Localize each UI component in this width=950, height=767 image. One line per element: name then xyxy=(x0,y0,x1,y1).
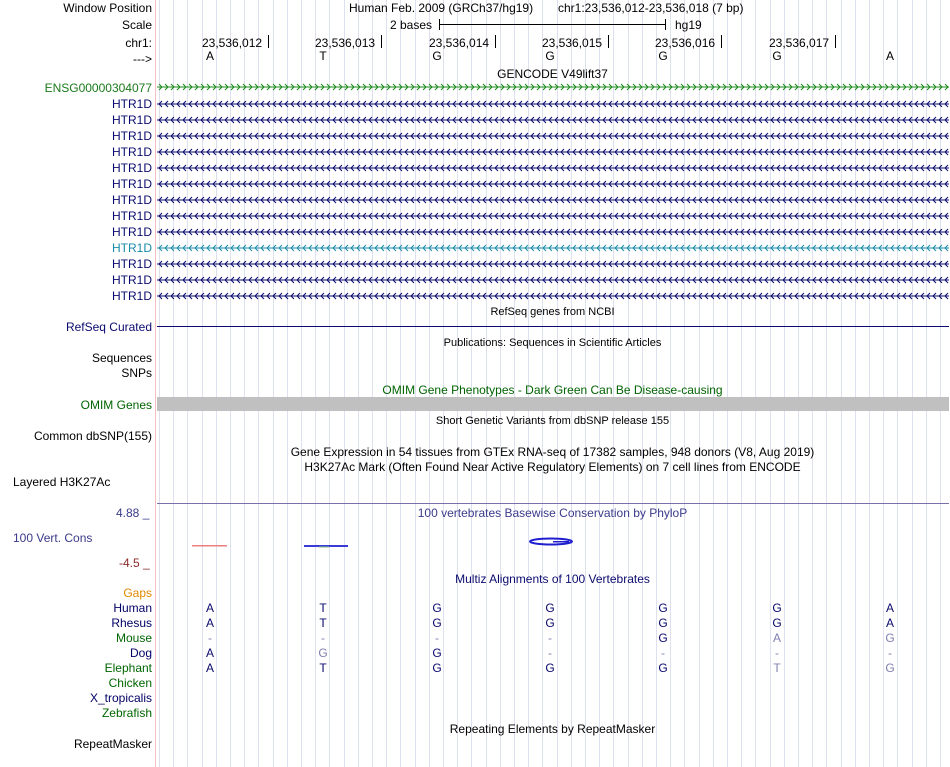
reference-base: G xyxy=(772,49,782,63)
transcript-label[interactable]: HTR1D xyxy=(111,113,152,127)
transcript-label[interactable]: HTR1D xyxy=(111,209,152,223)
alignment-base: A xyxy=(205,616,214,630)
phylop-ymin: -4.5 _ xyxy=(119,556,150,570)
ensg-gene-track[interactable] xyxy=(157,83,949,91)
transcript-label[interactable]: HTR1D xyxy=(111,289,152,303)
alignment-base: - xyxy=(661,646,665,660)
alignment-base: G xyxy=(545,616,555,630)
repeatmasker-title: Repeating Elements by RepeatMasker xyxy=(449,722,656,736)
transcript-track[interactable] xyxy=(157,196,949,204)
coordinate-label: 23,536,012 xyxy=(202,36,263,50)
alignment-base: G xyxy=(432,601,442,615)
phylop-glyph-g-bar xyxy=(553,541,569,543)
alignment-base: T xyxy=(773,661,781,675)
transcript-label[interactable]: HTR1D xyxy=(111,273,152,287)
gaps-label[interactable]: Gaps xyxy=(123,586,152,600)
alignment-base: G xyxy=(658,631,668,645)
species-label[interactable]: Chicken xyxy=(108,676,152,690)
dbsnp-title: Short Genetic Variants from dbSNP release 155 xyxy=(435,415,670,427)
coordinate-tick xyxy=(835,35,836,48)
alignment-base: G xyxy=(658,616,668,630)
coordinate-label: 23,536,013 xyxy=(315,36,376,50)
alignment-base: G xyxy=(772,601,782,615)
publications-title: Publications: Sequences in Scientific Articles xyxy=(443,337,662,349)
omim-gene-bar[interactable] xyxy=(157,397,949,411)
repeatmasker-label[interactable]: RepeatMasker xyxy=(73,737,152,751)
alignment-base: A xyxy=(885,616,894,630)
omim-title: OMIM Gene Phenotypes - Dark Green Can Be Disease-causing xyxy=(382,383,723,397)
reference-base: T xyxy=(319,49,327,63)
alignment-base: G xyxy=(432,616,442,630)
gtex-title: Gene Expression in 54 tissues from GTEx RNA-seq of 17382 samples, 948 donors (V8, Aug 2019) xyxy=(290,445,815,459)
scale-label: Scale xyxy=(121,18,152,32)
alignment-base: A xyxy=(885,601,894,615)
coordinate-tick xyxy=(268,35,269,48)
coordinate-tick xyxy=(721,35,722,48)
scale-bar xyxy=(439,24,666,25)
multiz-title: Multiz Alignments of 100 Vertebrates xyxy=(455,572,650,586)
transcript-track[interactable] xyxy=(157,100,949,108)
alignment-base: - xyxy=(548,631,552,645)
transcript-track[interactable] xyxy=(157,260,949,268)
transcript-track[interactable] xyxy=(157,132,949,140)
alignment-base: G xyxy=(658,601,668,615)
reference-base: A xyxy=(885,49,894,63)
phylop-bar-t-low xyxy=(319,547,329,548)
refseq-label[interactable]: RefSeq Curated xyxy=(65,320,152,334)
species-label[interactable]: Mouse xyxy=(115,631,152,645)
transcript-label[interactable]: HTR1D xyxy=(111,177,152,191)
scale-bar-text: 2 bases xyxy=(390,18,433,32)
transcript-label[interactable]: HTR1D xyxy=(111,97,152,111)
coordinate-label: 23,536,015 xyxy=(542,36,603,50)
reference-base: G xyxy=(545,49,555,63)
gencode-title: GENCODE V49lift37 xyxy=(497,67,608,81)
transcript-track[interactable] xyxy=(157,148,949,156)
reference-base: A xyxy=(205,49,214,63)
coordinate-tick xyxy=(381,35,382,48)
alignment-base: - xyxy=(888,646,892,660)
reference-base: G xyxy=(432,49,442,63)
transcript-track[interactable] xyxy=(157,164,949,172)
transcript-track[interactable] xyxy=(157,292,949,300)
window-position-label: Window Position xyxy=(63,1,152,15)
scale-db: hg19 xyxy=(675,18,702,32)
alignment-base: - xyxy=(321,631,325,645)
species-label[interactable]: Human xyxy=(113,601,152,615)
transcript-label[interactable]: HTR1D xyxy=(111,193,152,207)
h3k27ac-baseline xyxy=(157,503,949,504)
coordinate-label: 23,536,016 xyxy=(655,36,716,50)
transcript-label[interactable]: HTR1D xyxy=(111,145,152,159)
transcript-track[interactable] xyxy=(157,276,949,284)
transcript-track[interactable] xyxy=(157,116,949,124)
transcript-track[interactable] xyxy=(157,244,949,252)
alignment-base: A xyxy=(205,601,214,615)
alignment-base: G xyxy=(545,661,555,675)
alignment-base: A xyxy=(772,631,781,645)
species-label[interactable]: Elephant xyxy=(104,661,152,675)
alignment-base: G xyxy=(545,601,555,615)
transcript-label[interactable]: HTR1D xyxy=(111,257,152,271)
omim-label[interactable]: OMIM Genes xyxy=(80,398,152,412)
species-label[interactable]: Dog xyxy=(129,646,152,660)
transcript-label[interactable]: HTR1D xyxy=(111,225,152,239)
transcript-label[interactable]: HTR1D xyxy=(111,241,152,255)
coordinate-label: 23,536,014 xyxy=(429,36,490,50)
phylop-label[interactable]: 100 Vert. Cons xyxy=(13,531,93,545)
alignment-base: - xyxy=(435,631,439,645)
alignment-base: A xyxy=(205,661,214,675)
publications-snps-label[interactable]: SNPs xyxy=(121,366,152,380)
alignment-base: - xyxy=(548,646,552,660)
alignment-base: T xyxy=(319,616,327,630)
transcript-track[interactable] xyxy=(157,228,949,236)
alignment-base: A xyxy=(205,646,214,660)
ensg-label[interactable]: ENSG00000304077 xyxy=(44,81,152,95)
h3k27ac-label[interactable]: Layered H3K27Ac xyxy=(13,475,111,489)
species-label[interactable]: X_tropicalis xyxy=(89,691,152,705)
publications-sequences-label[interactable]: Sequences xyxy=(91,351,152,365)
alignment-base: G xyxy=(658,661,668,675)
alignment-base: G xyxy=(885,661,895,675)
h3k27ac-title: H3K27Ac Mark (Often Found Near Active Regulatory Elements) on 7 cell lines from ENCODE xyxy=(304,460,801,474)
alignment-base: T xyxy=(319,601,327,615)
dbsnp-label[interactable]: Common dbSNP(155) xyxy=(33,429,152,443)
coordinate-tick xyxy=(608,35,609,48)
transcript-label[interactable]: HTR1D xyxy=(111,129,152,143)
strand-label: ---> xyxy=(133,52,152,66)
alignment-base: - xyxy=(775,646,779,660)
position-title: chr1:23,536,012-23,536,018 (7 bp) xyxy=(558,1,744,15)
alignment-base: G xyxy=(432,646,442,660)
refseq-title: RefSeq genes from NCBI xyxy=(490,306,615,318)
phylop-title: 100 vertebrates Basewise Conservation by PhyloP xyxy=(417,506,688,520)
alignment-base: G xyxy=(885,631,895,645)
phylop-ymax: 4.88 _ xyxy=(116,506,150,520)
transcript-track[interactable] xyxy=(157,212,949,220)
alignment-base: G xyxy=(318,646,328,660)
scale-bar-right-tick xyxy=(665,19,666,30)
species-label[interactable]: Rhesus xyxy=(111,616,152,630)
reference-base: G xyxy=(658,49,668,63)
chrom-label: chr1: xyxy=(125,36,152,50)
transcript-label[interactable]: HTR1D xyxy=(111,161,152,175)
coordinate-tick xyxy=(495,35,496,48)
coordinate-label: 23,536,017 xyxy=(769,36,830,50)
refseq-gene-line[interactable] xyxy=(157,326,949,327)
phylop-logo-plot xyxy=(157,535,949,555)
alignment-base: G xyxy=(432,661,442,675)
transcript-track[interactable] xyxy=(157,180,949,188)
alignment-base: T xyxy=(319,661,327,675)
alignment-base: G xyxy=(772,616,782,630)
assembly-title: Human Feb. 2009 (GRCh37/hg19) xyxy=(349,1,534,15)
phylop-bar-a xyxy=(192,545,227,547)
alignment-base: - xyxy=(208,631,212,645)
species-label[interactable]: Zebrafish xyxy=(101,706,152,720)
